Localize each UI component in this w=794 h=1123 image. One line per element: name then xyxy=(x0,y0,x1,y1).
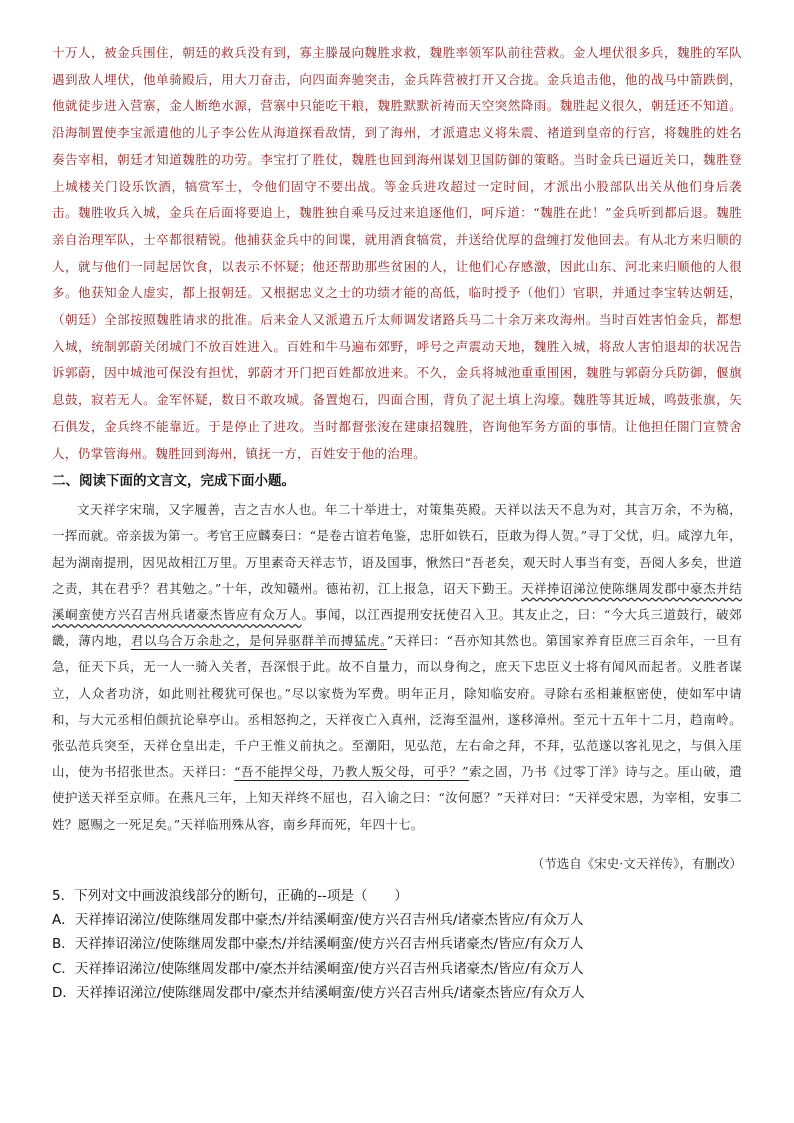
passage-text-1: 文天祥字宋瑞，又字履善，吉之吉水人也。年二十举进士，对策集英殿。天祥以法天不息为对，其言万余，不为稿，一挥而就。帝亲拔为第一。考官王应麟奏曰：“是卷古谊若龟鉴，忠肝如铁石，臣敢为得人贺。”寻丁父忧，归。咸淳九年，起为湖南提刑，因见故相江万里。万里素奇天祥志节，语及国事，愀然曰“吾老矣，观天时人事当有变，吾阅人多矣，世道之责，其在君乎？君其勉之。”十年，改知赣州。德祐初，江上报急，诏天下勤王。 xyxy=(52,502,742,596)
passage-text-2: 。事闻，以江西提刑安抚使召入卫。其友止之，曰：“今大兵三道鼓行，破郊畿，薄内地， xyxy=(52,607,742,649)
wavy-underlined-sentence: 天祥捧诏涕泣使陈继周发郡中豪杰并结溪峒蛮使方兴召吉州兵诸豪杰皆应有众万人 xyxy=(52,580,742,623)
section-heading: 二、阅读下面的文言文，完成下面小题。 xyxy=(52,473,295,490)
passage-text-3: ”天祥曰：“吾亦知其然也。第国家养育臣庶三百余年，一旦有急，征天下兵，无一人一骑入关者，吾深恨于此。故不自量力，而以身徇之，庶天下忠臣义士将有闻风而起者。义胜者谋立，人众者功济，如此则社稷犹可保也。”尽以家赀为军费。明年正月，除知临安府。寻除右丞相兼枢密使，使如军中请和，与大元丞相伯颜抗论皋亭山。丞相怒拘之，天祥夜亡入真州，泛海至温州，遂移漳州。至元十五年十二月，趋南岭。张弘范兵突至，天祥仓皇出走，千户王惟义前执之。至潮阳，见弘范，左右命之拜，不拜，弘范遂以客礼见之，与俱入厓山，使为书招张世杰。天祥曰： xyxy=(52,633,742,780)
option-d[interactable]: D．天祥捧诏涕泣/使陈继周发郡中/豪杰并结溪峒蛮/使方兴召吉州兵/诸豪杰皆应/有众万人 xyxy=(52,985,585,1002)
passage-text-4: 索之固，乃书《过零丁洋》诗与之。厓山破，遣使护送天祥至京师。在燕凡三年，上知天祥终不屈也，召入谕之曰：“汝何愿？”天祥对曰：“天祥受宋恩，为宰相，安事二姓？愿赐之一死足矣。”天祥临刑殊从容，南乡拜而死，年四十七。 xyxy=(52,764,742,832)
underlined-sentence-1: 君以乌合万余赴之，是何异驱群羊而搏猛虎。 xyxy=(130,633,388,649)
option-a[interactable]: A．天祥捧诏涕泣/使陈继周发郡中豪杰/并结溪峒蛮/使方兴召吉州兵/诸豪杰皆应/有众万人 xyxy=(52,912,584,929)
passage-source: （节选自《宋史·文天祥传》，有删改） xyxy=(531,855,742,871)
option-b[interactable]: B．天祥捧诏涕泣/使陈继周发郡中豪杰/并结溪峒蛮/使方兴召吉州兵诸豪杰/皆应/有众万人 xyxy=(52,936,584,953)
classical-passage xyxy=(52,497,742,838)
underlined-sentence-2: “吾不能捍父母，乃教人叛父母，可乎？” xyxy=(234,764,469,780)
question-stem: 5．下列对文中画波浪线部分的断句，正确的--项是（ ） xyxy=(52,887,408,904)
answer-translation-text: 十万人，被金兵围住，朝廷的救兵没有到，寡主滕晟向魏胜求救，魏胜率领军队前往营救。金人埋伏很多兵，魏胜的军队遇到敌人埋伏，他单骑殿后，用大刀奋击，向四面奔驰突击，金兵阵营被打开又合拢。金兵追击他，他的战马中箭跌倒，他就徒步进入营寨，金人断绝水源，营寨中只能吃干粮，魏胜默默祈祷而天空突然降雨。魏胜起义很久，朝廷还不知道。沿海制置使李宝派遣他的儿子李公佐从海道探看敌情，到了海州，才派遣忠义将朱震、褚道到皇帝的行宫，将魏胜的姓名奏告宰相，朝廷才知道魏胜的功劳。李宝打了胜仗，魏胜也回到海州谋划卫国防御的策略。当时金兵已逼近关口，魏胜登上城楼关门设乐饮酒，犒赏军士，令他们固守不要出战。等金兵进攻超过一定时间，才派出小股部队出关从他们身后袭击。魏胜收兵入城，金兵在后面将要追上，魏胜独自乘马反过来追逐他们，呵斥道：“魏胜在此！”金兵听到都后退。魏胜亲自治理军队，士卒都很精锐。他捕获金兵中的间谍，就用酒食犒赏，并送给优厚的盘缠打发他回去。有从北方来归顺的人，就与他们一同起居饮食，以表示不怀疑；他还帮助那些贫困的人，让他们心存感激，因此山东、河北来归顺他的人很多。他获知金人虚实，都上报朝廷。又根据忠义之士的功绩才能的高低，临时授予（他们）官职，并通过李宝转达朝廷，（朝廷）全部按照魏胜请求的批准。后来金人又派遣五斤太师调发诸路兵马二十余万来攻海州。当时百姓害怕金兵，都想入城，统制郭蔚关闭城门不放百姓进入。百姓和牛马遍布郊野，呼号之声震动天地，魏胜入城，将敌人害怕退却的状况告诉郭蔚，因中城池可保没有担忧，郭蔚才开门把百姓都放进来。不久，金兵将城池重重围困，魏胜与郭蔚分兵防御，偃旗息鼓，寂若无人。金军怀疑，数日不敢攻城。备置炮石，四面合围，背负了泥土填上沟壕。魏胜等其近城，鸣鼓张旗，矢石俱发，金兵终不能靠近。于是停止了进攻。当时都督张浚在建康招魏胜，咨询他军务方面的事情。让他担任閤门宣赞舍人，仍掌管海州。魏胜回到海州，镇抚一方，百姓安于他的治理。 xyxy=(52,45,742,461)
option-c[interactable]: C．天祥捧诏涕泣/使陈继周发郡中/豪杰并结溪峒蛮/使方兴召吉州兵诸豪杰/皆应/有众万人 xyxy=(52,960,584,977)
